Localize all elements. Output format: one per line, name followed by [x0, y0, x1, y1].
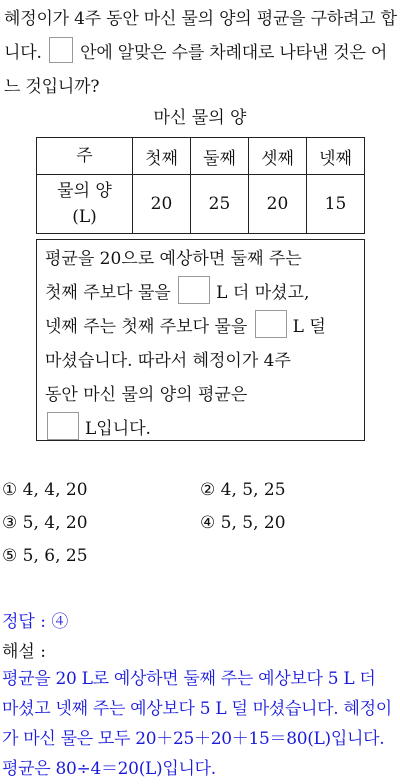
explanation-label: 해설 : [2, 642, 46, 662]
blank-box [178, 276, 210, 304]
row-label-line1: 물의 양 [57, 181, 112, 201]
table-header-row [37, 138, 365, 175]
box-line-6b: L입니다. [85, 419, 151, 439]
box-line-3a: 넷째 주는 첫째 주보다 물을 [45, 317, 248, 337]
row-label [37, 175, 133, 234]
answer-block [2, 607, 68, 667]
header-week: 주 [37, 138, 133, 175]
blank-box [49, 37, 73, 63]
row-label-line2: (L) [72, 207, 97, 227]
box-line-4: 마셨습니다. 따라서 혜정이가 4주 [45, 351, 291, 371]
table-title: 마신 물의 양 [153, 108, 247, 128]
answer-value: ④ [51, 612, 69, 632]
header-second: 둘째 [191, 138, 249, 175]
blank-box [47, 412, 79, 440]
header-fourth: 넷째 [307, 138, 365, 175]
question-text [4, 2, 398, 104]
box-line-1: 평균을 20으로 예상하면 둘째 주는 [45, 249, 302, 269]
explanation-box [36, 239, 365, 441]
box-line-2a: 첫째 주보다 물을 [45, 283, 171, 303]
choice-1[interactable]: ① 4, 4, 20 [2, 480, 88, 500]
box-line-6 [45, 412, 361, 446]
answer-line [2, 607, 68, 637]
choice-4[interactable]: ④ 5, 5, 20 [200, 513, 286, 533]
value-first: 20 [133, 175, 191, 234]
choice-2[interactable]: ② 4, 5, 25 [200, 480, 286, 500]
header-first: 첫째 [133, 138, 191, 175]
explanation-text [2, 664, 400, 784]
value-fourth: 15 [307, 175, 365, 234]
explanation-line-3: 가 마신 물은 모두 20＋25＋20＋15＝80(L)입니다. [2, 729, 385, 749]
question-part2: 안에 알맞은 수를 차례대로 나타낸 것은 어느 것입니까? [4, 43, 388, 97]
answer-label: 정답 : [2, 612, 46, 632]
explanation-line-4: 평균은 80÷4＝20(L)입니다. [2, 759, 216, 779]
value-second: 25 [191, 175, 249, 234]
box-line-3 [45, 310, 361, 344]
question-part1: 혜정이가 4주 동안 마신 물의 양의 평균을 구하려고 합니다. [4, 9, 397, 63]
explanation-line-2: 마셨고 넷째 주는 예상보다 5 L 덜 마셨습니다. 혜정이 [2, 699, 392, 719]
box-line-2 [45, 276, 361, 310]
box-line-3b: L 덜 [292, 317, 326, 337]
blank-box [255, 310, 287, 338]
choice-3[interactable]: ③ 5, 4, 20 [2, 513, 88, 533]
box-line-2b: L 더 마셨고, [216, 283, 310, 303]
explanation-line-1: 평균을 20 L로 예상하면 둘째 주는 예상보다 5 L 더 [2, 669, 376, 689]
water-table [36, 137, 365, 234]
box-line-5: 동안 마신 물의 양의 평균은 [45, 385, 248, 405]
header-third: 셋째 [249, 138, 307, 175]
choice-5[interactable]: ⑤ 5, 6, 25 [2, 546, 88, 566]
value-third: 20 [249, 175, 307, 234]
table-value-row [37, 175, 365, 234]
